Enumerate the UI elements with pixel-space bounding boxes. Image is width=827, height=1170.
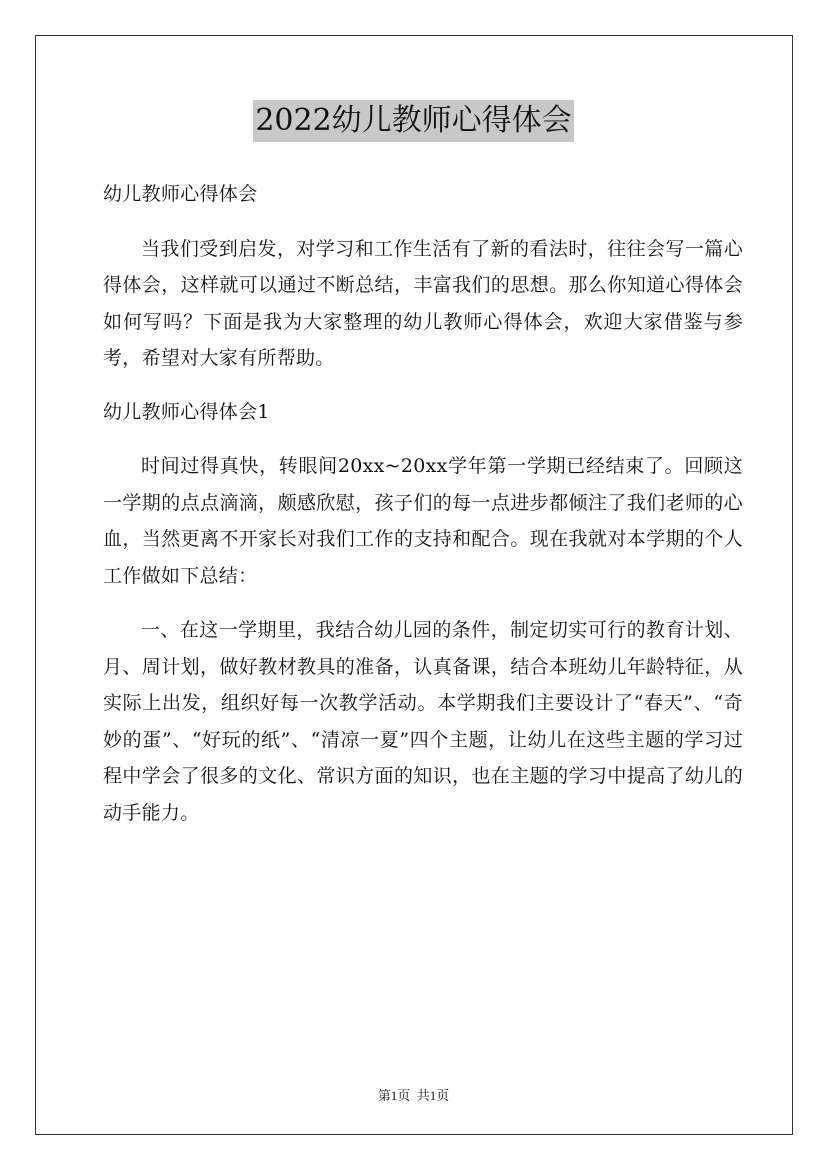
section-heading-1: 幼儿教师心得体会1 [103,400,270,423]
document-title: 2022幼儿教师心得体会 [253,100,573,142]
intro-paragraph: 当我们受到启发，对学习和工作生活有了新的看法时，往往会写一篇心得体会，这样就可以通过不断总结，丰富我们的思想。那么你知道心得体会如何写吗？下面是我为大家整理的幼儿教师心得体会，欢迎大家借鉴与参考，希望对大家有所帮助。 [103,237,743,369]
page-number: 第1页 共1页 [377,1088,450,1103]
section1-paragraph-2: 一、在这一学期里，我结合幼儿园的条件，制定切实可行的教育计划、月、周计划，做好教材教具的准备，认真备课，结合本班幼儿年龄特征，从实际上出发，组织好每一次教学活动。本学期我们主要设计了“春天”、“奇妙的蛋”、“好玩的纸”、“清凉一夏”四个主题，让幼儿在这些主题的学习过程中学会了很多的文化、常识方面的知识，也在主题的学习中提高了幼儿的动手能力。 [103,619,743,824]
section1-paragraph-1: 时间过得真快，转眼间20xx~20xx学年第一学期已经结束了。回顾这一学期的点点滴滴，颇感欣慰，孩子们的每一点进步都倾注了我们老师的心血，当然更离不开家长对我们工作的支持和配合。现在我就对本学期的个人工作做如下总结： [103,455,743,587]
document-body [103,176,743,831]
section-heading-intro: 幼儿教师心得体会 [103,183,258,205]
title-container [0,100,827,142]
page-footer [0,1085,827,1104]
